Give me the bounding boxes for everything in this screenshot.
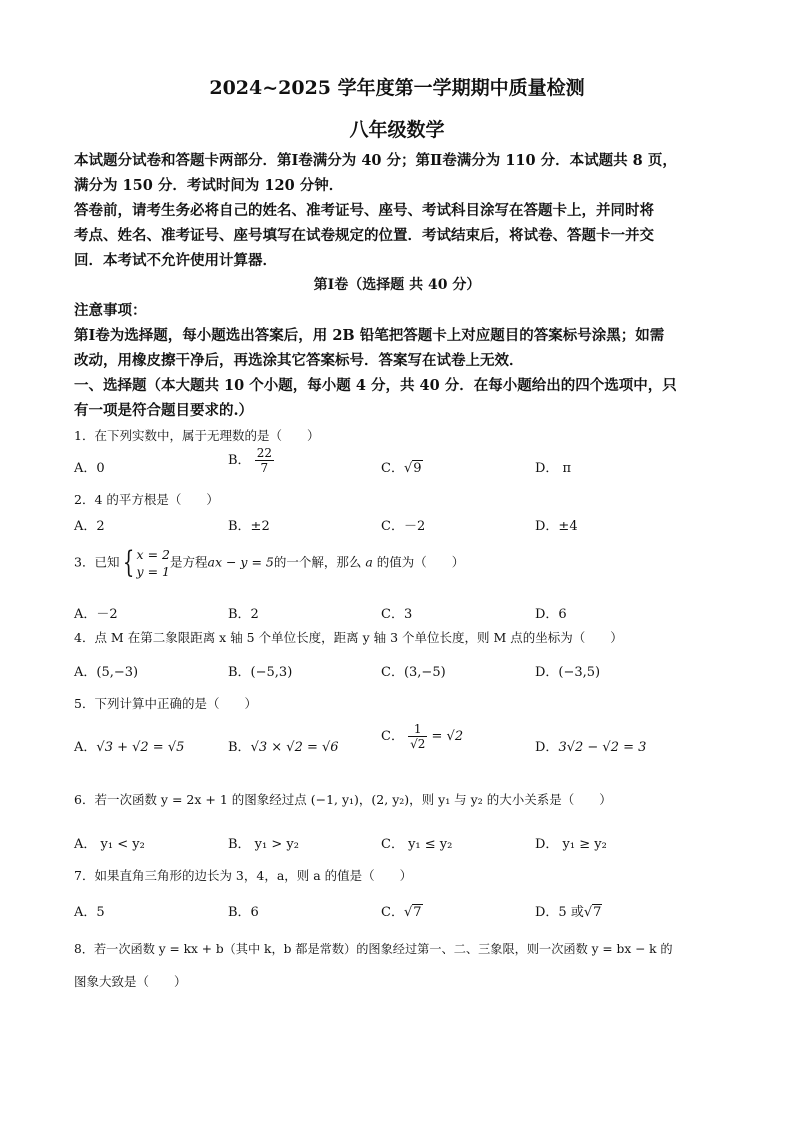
q2-option-c: C．－2 xyxy=(381,519,426,534)
exam-subtitle: 八年级数学 xyxy=(349,119,445,141)
question-4-stem: 4．点 M 在第二象限距离 x 轴 5 个单位长度，距离 y 轴 3 个单位长度，则 M 点的坐标为（ ） xyxy=(74,630,623,645)
q5-option-d-label: D． xyxy=(535,740,559,755)
q4-option-c: C．(3,−5) xyxy=(381,665,446,680)
part-heading-1: 一、选择题（本大题共 10 个小题，每小题 4 分，共 40 分．在每小题给出的四个选项中，只 xyxy=(74,377,677,394)
notice-label: 注意事项： xyxy=(74,302,147,319)
q3-var: a xyxy=(365,554,373,570)
q3-option-d: D．6 xyxy=(535,607,567,622)
q3-tail: 的值为（ ） xyxy=(376,554,465,570)
q2-option-d: D．±4 xyxy=(535,519,578,534)
question-8-line-1: 8．若一次函数 y = kx + b（其中 k，b 都是常数）的图象经过第一、二、三象限，则一次函数 y = bx − k 的 xyxy=(74,942,673,956)
q1-fraction xyxy=(255,446,274,475)
intro-line-3: 答卷前，请考生务必将自己的姓名、准考证号、座号、考试科目涂写在答题卡上，并同时将 xyxy=(74,202,654,219)
q5-option-a: A．√3 + √2 = √5 xyxy=(74,740,185,755)
q1-option-c: C．√9 xyxy=(381,461,422,476)
q1-fraction-den: 7 xyxy=(260,461,269,475)
q5-option-b-expr: 3 × √2 = √6 xyxy=(258,740,339,755)
question-6-stem: 6．若一次函数 y = 2x + 1 的图象经过点 (−1, y₁)，(2, y₂)，则 y₁ 与 y₂ 的大小关系是（ ） xyxy=(74,792,612,807)
q7-option-c-rad: 7 xyxy=(413,905,422,920)
question-2-stem: 2．4 的平方根是（ ） xyxy=(74,492,219,507)
q3-post: 的一个解，那么 xyxy=(273,554,362,570)
q3-pre: 3．已知 xyxy=(74,554,120,570)
q5-option-c xyxy=(381,722,463,751)
intro-line-2: 满分为 150 分．考试时间为 120 分钟． xyxy=(74,177,344,194)
q2-option-b: B．±2 xyxy=(228,519,270,534)
q2-option-a: A．2 xyxy=(74,519,105,534)
q3-option-b: B．2 xyxy=(228,607,259,622)
part-heading-2: 有一项是符合题目要求的.） xyxy=(74,402,254,419)
intro-line-5: 回．本考试不允许使用计算器． xyxy=(74,252,277,269)
question-7-stem: 7．如果直角三角形的边长为 3，4，a，则 a 的值是（ ） xyxy=(74,868,413,883)
notice-line-2: 改动，用橡皮擦干净后，再选涂其它答案标号．答案写在试卷上无效． xyxy=(74,352,524,369)
notice-line-1: 第Ⅰ卷为选择题，每小题选出答案后，用 2B 铅笔把答题卡上对应题目的答案标号涂黑；如需 xyxy=(74,327,665,344)
q5-option-b: B．√3 × √2 = √6 xyxy=(228,740,339,755)
q5-fraction-den-rad: 2 xyxy=(417,737,426,751)
q7-option-a: A．5 xyxy=(74,905,105,920)
q1-option-b-label: B． xyxy=(228,453,251,468)
q1-option-b xyxy=(228,446,274,475)
q3-eq1: x = 2 xyxy=(136,547,170,562)
q5-option-c-label: C． xyxy=(381,729,404,744)
q6-option-d: D． y₁ ≥ y₂ xyxy=(535,837,607,852)
q5-option-a-expr: 3 + √2 = √5 xyxy=(104,740,185,755)
q5-fraction-num: 1 xyxy=(408,722,427,737)
intro-line-4: 考点、姓名、准考证号、座号填写在试卷规定的位置．考试结束后，将试卷、答题卡一并交 xyxy=(74,227,654,244)
q4-option-a: A．(5,−3) xyxy=(74,665,139,680)
q7-option-d: D．5 或√7 xyxy=(535,905,602,920)
q1-fraction-num: 22 xyxy=(256,446,272,460)
q3-option-c: C．3 xyxy=(381,607,413,622)
q5-option-b-label: B． xyxy=(228,740,251,755)
q5-fraction-den: √2 xyxy=(410,737,426,751)
q7-option-d-label: D．5 或 xyxy=(535,905,584,920)
q1-radicand: 9 xyxy=(413,461,422,476)
q5-option-d xyxy=(535,736,646,755)
q1-option-d: D． π xyxy=(535,461,572,476)
q3-eq2: y = 1 xyxy=(136,564,170,579)
question-3-stem xyxy=(74,546,464,580)
question-1-stem: 1．在下列实数中，属于无理数的是（ ） xyxy=(74,428,320,443)
intro-line-1: 本试题分试卷和答题卡两部分．第Ⅰ卷满分为 40 分；第Ⅱ卷满分为 110 分．本试题共 8 页， xyxy=(74,152,677,169)
exam-title: 2024~2025 学年度第一学期期中质量检测 xyxy=(209,77,585,99)
q7-option-b: B．6 xyxy=(228,905,259,920)
q1-option-a: A．0 xyxy=(74,461,105,476)
q4-option-b: B．(−5,3) xyxy=(228,665,293,680)
question-5-stem: 5．下列计算中正确的是（ ） xyxy=(74,696,257,711)
question-8-line-2: 图象大致是（ ） xyxy=(74,974,187,989)
q7-option-d-rad: 7 xyxy=(593,905,602,920)
q6-option-a: A． y₁ < y₂ xyxy=(74,837,145,852)
q6-option-b: B． y₁ > y₂ xyxy=(228,837,299,852)
q6-option-c: C． y₁ ≤ y₂ xyxy=(381,837,453,852)
q3-brace: { xyxy=(123,545,135,580)
q7-option-c: C．√7 xyxy=(381,905,422,920)
q3-system xyxy=(137,546,170,580)
q3-mid: 是方程 xyxy=(169,554,208,570)
q5-option-c-rhs: = √2 xyxy=(431,729,464,744)
q7-option-c-label: C． xyxy=(381,905,404,920)
q3-option-a: A．－2 xyxy=(74,607,118,622)
q5-fraction xyxy=(408,722,427,751)
q4-option-d: D．(−3,5) xyxy=(535,665,601,680)
q3-equation: ax − y = 5 xyxy=(207,554,274,570)
q5-option-d-expr: 3√2 − √2 = 3 xyxy=(558,740,647,755)
section-heading: 第Ⅰ卷（选择题 共 40 分） xyxy=(313,277,481,293)
q5-option-a-label: A． xyxy=(74,740,97,755)
q1-option-c-label: C． xyxy=(381,461,404,476)
